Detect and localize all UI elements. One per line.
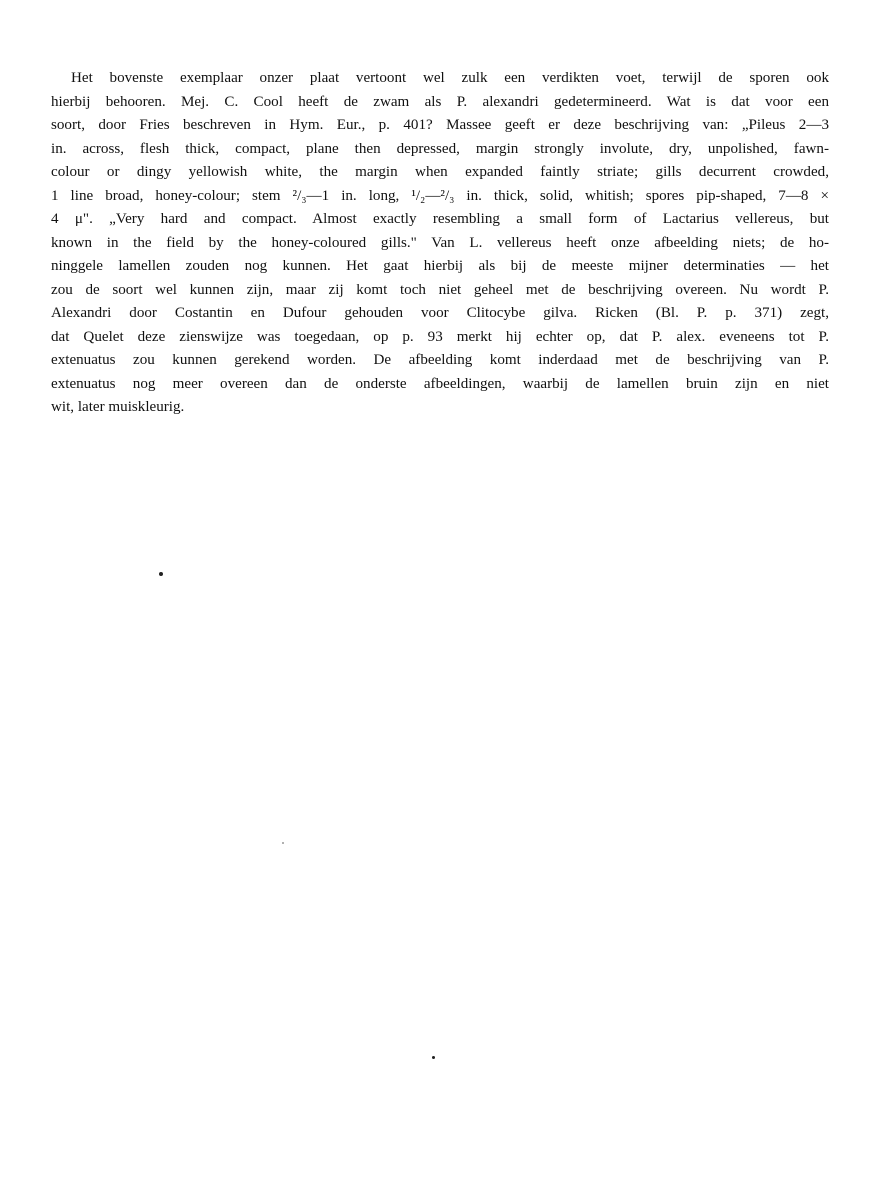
- paragraph-line: extenuatus zou kunnen gerekend worden. De afbeelding komt inderdaad met de beschrijving van P.: [51, 352, 829, 368]
- paragraph-line: 1 line broad, honey-colour; stem ²/₃—1 in. long, ¹/₂—²/₃ in. thick, solid, whitish; spores pip-shaped, 7—8 ×: [51, 187, 829, 204]
- paragraph-line: soort, door Fries beschreven in Hym. Eur., p. 401? Massee geeft er deze beschrijving van: „Pileus 2—3: [51, 117, 829, 133]
- paragraph-line: colour or dingy yellowish white, the margin when expanded faintly striate; gills decurrent crowded,: [51, 164, 829, 180]
- scan-speck: [282, 842, 284, 844]
- paragraph-line: extenuatus nog meer overeen dan de onderste afbeeldingen, waarbij de lamellen bruin zijn en niet: [51, 375, 829, 392]
- paragraph-line: known in the field by the honey-coloured gills." Van L. vellereus heeft onze afbeelding niets; de ho-: [51, 234, 829, 251]
- paragraph-line: in. across, flesh thick, compact, plane then depressed, margin strongly involute, dry, unpolished, fawn-: [51, 140, 829, 157]
- paragraph-line: Alexandri door Costantin en Dufour gehouden voor Clitocybe gilva. Ricken (Bl. P. p. 371) zegt,: [51, 305, 829, 321]
- paragraph-line: wit, later muiskleurig.: [51, 399, 185, 415]
- paragraph-line: ninggele lamellen zouden nog kunnen. Het gaat hierbij als bij de meeste mijner determinaties — het: [51, 258, 829, 274]
- paragraph-line: zou de soort wel kunnen zijn, maar zij komt toch niet geheel met de beschrijving overeen. Nu wordt P.: [51, 281, 829, 298]
- paragraph-line: 4 μ". „Very hard and compact. Almost exactly resembling a small form of Lactarius vellereus, but: [51, 211, 829, 227]
- body-paragraph: [51, 67, 829, 420]
- scan-speck: [432, 1056, 435, 1059]
- paragraph-line: Het bovenste exemplaar onzer plaat vertoont wel zulk een verdikten voet, terwijl de sporen ook: [71, 70, 829, 86]
- scan-speck: [159, 572, 163, 576]
- paragraph-line: hierbij behooren. Mej. C. Cool heeft de zwam als P. alexandri gedetermineerd. Wat is dat voor een: [51, 93, 829, 110]
- paragraph-line: dat Quelet deze zienswijze was toegedaan, op p. 93 merkt hij echter op, dat P. alex. eveneens tot P.: [51, 328, 829, 345]
